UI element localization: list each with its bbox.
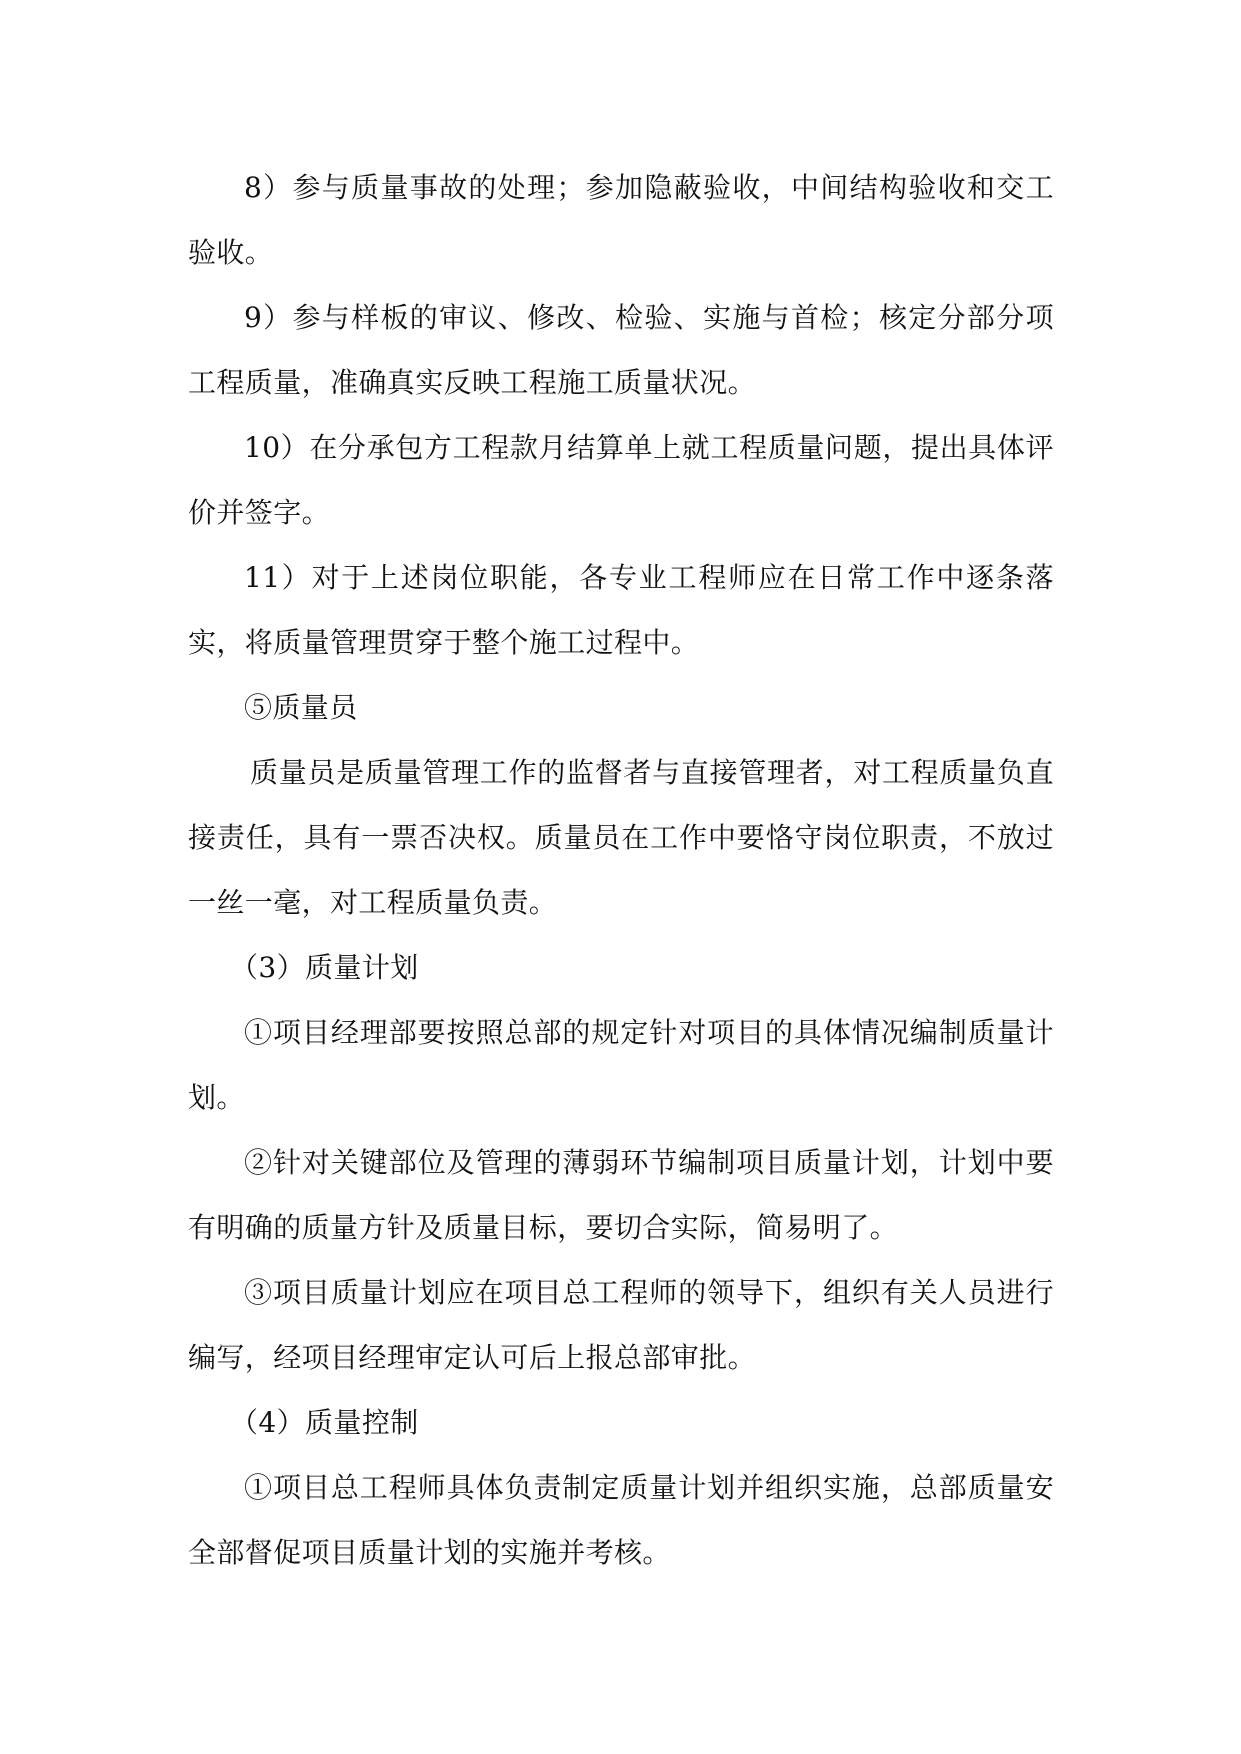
section-heading-quality-inspector: ⑤质量员 bbox=[244, 691, 358, 724]
paragraph-quality-plan-3: ③项目质量计划应在项目总工程师的领导下，组织有关人员进行编写，经项目经理审定认可后上报总部审批。 bbox=[188, 1276, 1054, 1374]
paragraph-item-11: 11）对于上述岗位职能，各专业工程师应在日常工作中逐条落实，将质量管理贯穿于整个施工过程中。 bbox=[188, 561, 1054, 659]
paragraph-quality-plan-2: ②针对关键部位及管理的薄弱环节编制项目质量计划，计划中要有明确的质量方针及质量目标，要切合实际，简易明了。 bbox=[188, 1146, 1054, 1244]
paragraph-item-10: 10）在分承包方工程款月结算单上就工程质量问题，提出具体评价并签字。 bbox=[188, 431, 1054, 529]
section-heading-quality-plan: （3）质量计划 bbox=[230, 951, 419, 984]
document-body bbox=[188, 155, 1054, 1585]
paragraph-item-8: 8）参与质量事故的处理；参加隐蔽验收，中间结构验收和交工验收。 bbox=[188, 171, 1054, 269]
paragraph-quality-inspector: 质量员是质量管理工作的监督者与直接管理者，对工程质量负直接责任，具有一票否决权。质量员在工作中要恪守岗位职责，不放过一丝一毫，对工程质量负责。 bbox=[188, 756, 1054, 919]
paragraph-quality-control-1: ①项目总工程师具体负责制定质量计划并组织实施，总部质量安全部督促项目质量计划的实施并考核。 bbox=[188, 1471, 1054, 1569]
paragraph-item-9: 9）参与样板的审议、修改、检验、实施与首检；核定分部分项工程质量，准确真实反映工程施工质量状况。 bbox=[188, 301, 1054, 399]
section-heading-quality-control: （4）质量控制 bbox=[230, 1406, 419, 1439]
paragraph-quality-plan-1: ①项目经理部要按照总部的规定针对项目的具体情况编制质量计划。 bbox=[188, 1016, 1054, 1114]
